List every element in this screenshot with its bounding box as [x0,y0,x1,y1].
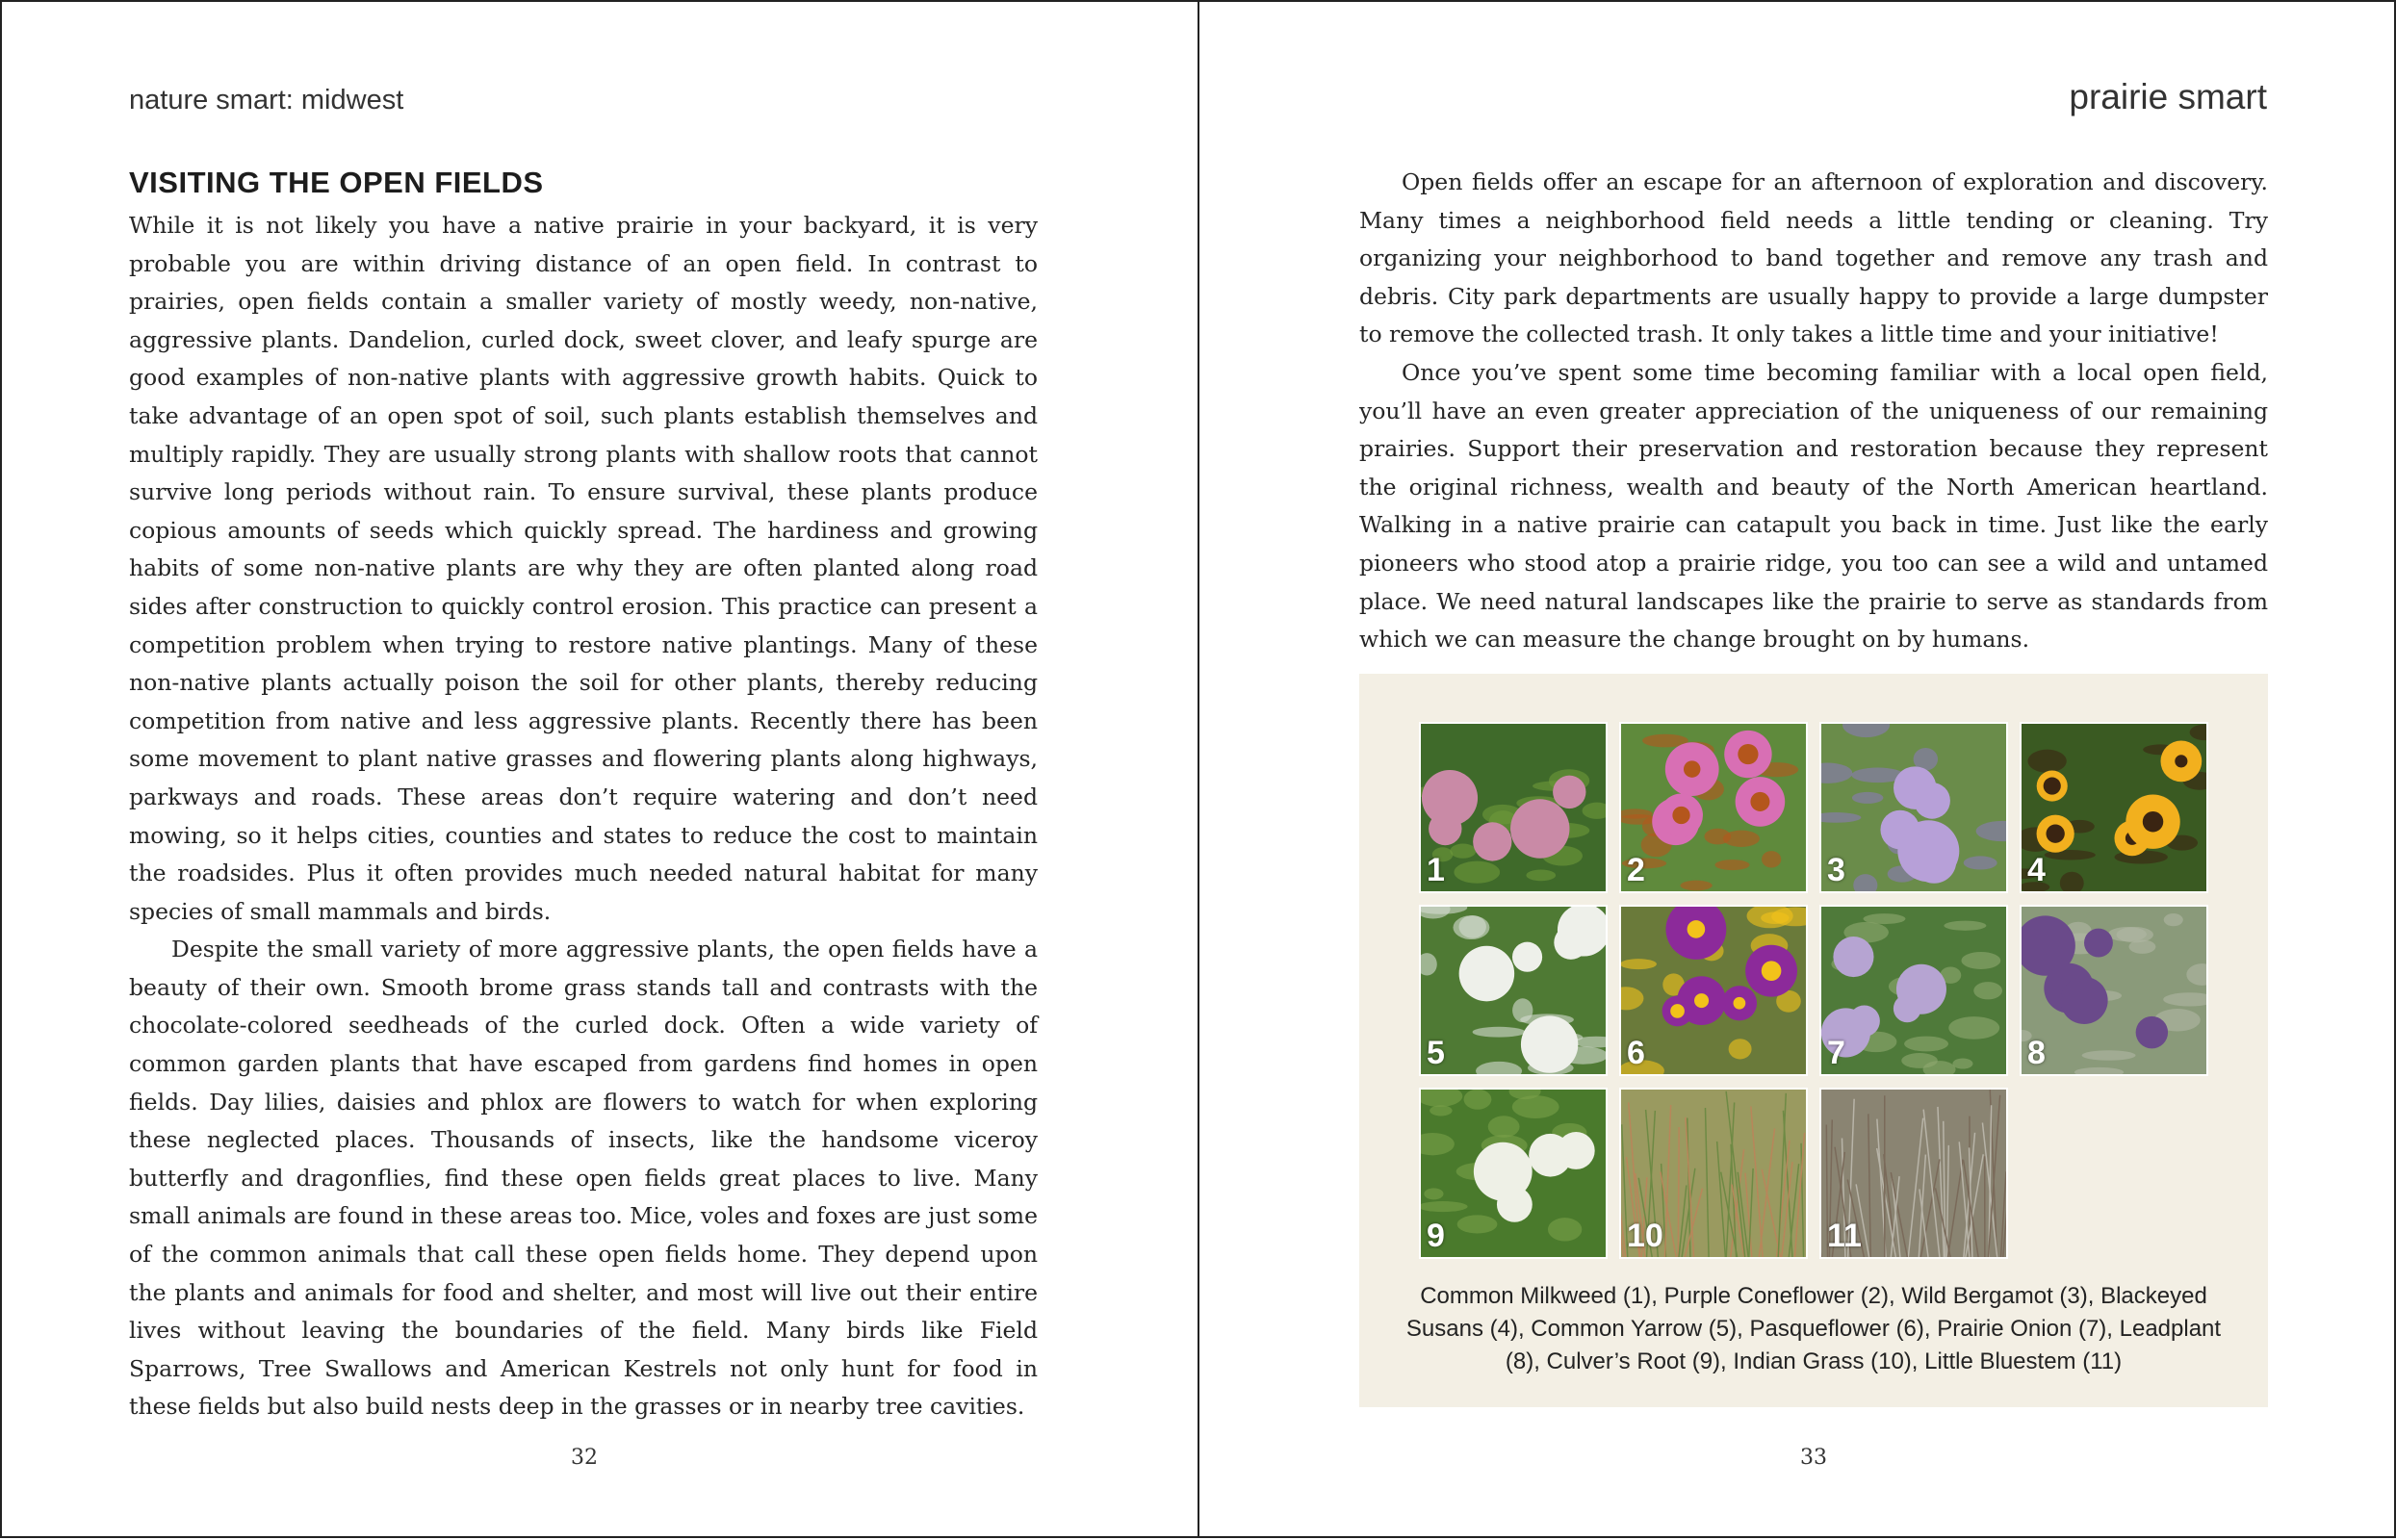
wildflower-photo-panel [1359,674,2268,1407]
photo-number: 7 [1827,1035,1845,1071]
flower-photo-illustration [2022,724,2206,891]
running-head-right: prairie smart [2069,77,2267,116]
flower-photo-illustration [1821,907,2006,1074]
photo-tile [1419,1088,1608,1259]
page-number-left: 32 [571,1446,598,1470]
left-page [0,0,1199,1538]
photo-tile [1619,905,1808,1076]
photo-tile [1819,905,2008,1076]
running-head-left: nature smart: midwest [129,85,404,116]
photo-number: 4 [2027,852,2046,888]
photo-number: 6 [1627,1035,1645,1071]
photo-number: 11 [1827,1218,1862,1254]
flower-photo-illustration [2022,907,2206,1074]
flower-photo-illustration [1421,724,1606,891]
photo-tile [2020,905,2208,1076]
left-paragraph-1: While it is not likely you have a native prairie in your backyard, it is very probable you are within driving distance of an open field. In contrast to prairies, open fields contain a smaller variety of mostly weedy, non-native, aggressive plants. Dandelion, curled dock, sweet clover, and leafy spurge are good examples of non-native plants with aggressive growth habits. Quick to take advantage of an open spot of soil, such plants establish themselves and multiply rapidly. They are usually strong plants with shallow roots that cannot survive long periods without rain. To ensure survival, these plants produce copious amounts of seeds which quickly spread. The hardiness and growing habits of some non-native plants are why they are often planted along road sides after construction to quickly control erosion. This practice can present a competition problem when trying to restore native plantings. Many of these non-native plants actually poison the soil for other plants, thereby reducing competition from native and less aggressive plants. Recently there has been some movement to plant native grasses and flowering plants along highways, parkways and roads. These areas don’t require watering and don’t need mowing, so it helps cities, counties and states to reduce the cost to maintain the roadsides. Plus it often provides much needed natural habitat for many species of small mammals and birds. [129,212,1038,925]
photo-number: 9 [1427,1218,1445,1254]
photo-number: 5 [1427,1035,1445,1071]
photo-caption: Common Milkweed (1), Purple Coneflower (2), Wild Bergamot (3), Blackeyed Susans (4), Common Yarrow (5), Pasqueflower (6), Prairie Onion (7), Leadplant (8), Culver’s Root (9), Indian Grass (10), Little Bluestem (11) [1405,1283,2222,1374]
photo-number: 3 [1827,852,1845,888]
photo-tile [1419,722,1608,893]
flower-photo-illustration [1621,724,1806,891]
right-paragraph-2: Once you’ve spent some time becoming familiar with a local open field, you’ll have an even greater appreciation of the uniqueness of our remaining prairies. Support their preservation and restoration because they represent the original richness, wealth and beauty of the North American heartland. Walking in a native prairie can catapult you back in time. Just like the early pioneers who stood atop a prairie ridge, you too can see a wild and untamed place. We need natural landscapes like the prairie to serve as standards from which we can measure the change brought on by humans. [1359,358,2268,654]
flower-photo-illustration [1821,724,2006,891]
photo-tile [1819,1088,2008,1259]
right-page [1198,0,2396,1538]
flower-photo-illustration [1421,1090,1606,1257]
right-body-text [1359,164,2268,659]
photo-tile [2020,722,2208,893]
photo-tile [1619,1088,1808,1259]
photo-tile [1419,905,1608,1076]
photo-tile [1819,722,2008,893]
photo-tile [1619,722,1808,893]
photo-grid [1419,722,2208,1259]
photo-number: 8 [2027,1035,2046,1071]
section-heading: VISITING THE OPEN FIELDS [129,166,544,199]
flower-photo-illustration [1421,907,1606,1074]
left-paragraph-2: Despite the small variety of more aggressive plants, the open fields have a beauty of their own. Smooth brome grass stands tall and contrasts with the chocolate-colored seedheads of the curled dock. Often a wide variety of common garden plants that have escaped from gardens find homes in open fields. Day lilies, daisies and phlox are flowers to watch for when exploring these neglected places. Thousands of insects, like the handsome viceroy butterfly and dragonflies, find these open fields great places to live. Many small animals are found in these areas too. Mice, voles and foxes are just some of the common animals that call these open fields home. They depend upon the plants and animals for food and shelter, and most will live out their entire lives without leaving the boundaries of the field. Many birds like Field Sparrows, Tree Swallows and American Kestrels not only hunt for food in these fields but also build nests deep in the grasses or in nearby tree cavities. [129,936,1038,1421]
photo-number: 1 [1427,852,1445,888]
left-body-text [129,207,1038,1426]
photo-number: 2 [1627,852,1645,888]
right-paragraph-1: Open fields offer an escape for an afternoon of exploration and discovery. Many times a neighborhood field needs a little tending or cleaning. Try organizing your neighborhood to band together and remove any trash and debris. City park departments are usually happy to provide a large dumpster to remove the collected trash. It only takes a little time and your initiative! [1359,168,2268,348]
page-number-right: 33 [1800,1446,1827,1470]
photo-number: 10 [1627,1218,1663,1254]
flower-photo-illustration [1621,907,1806,1074]
